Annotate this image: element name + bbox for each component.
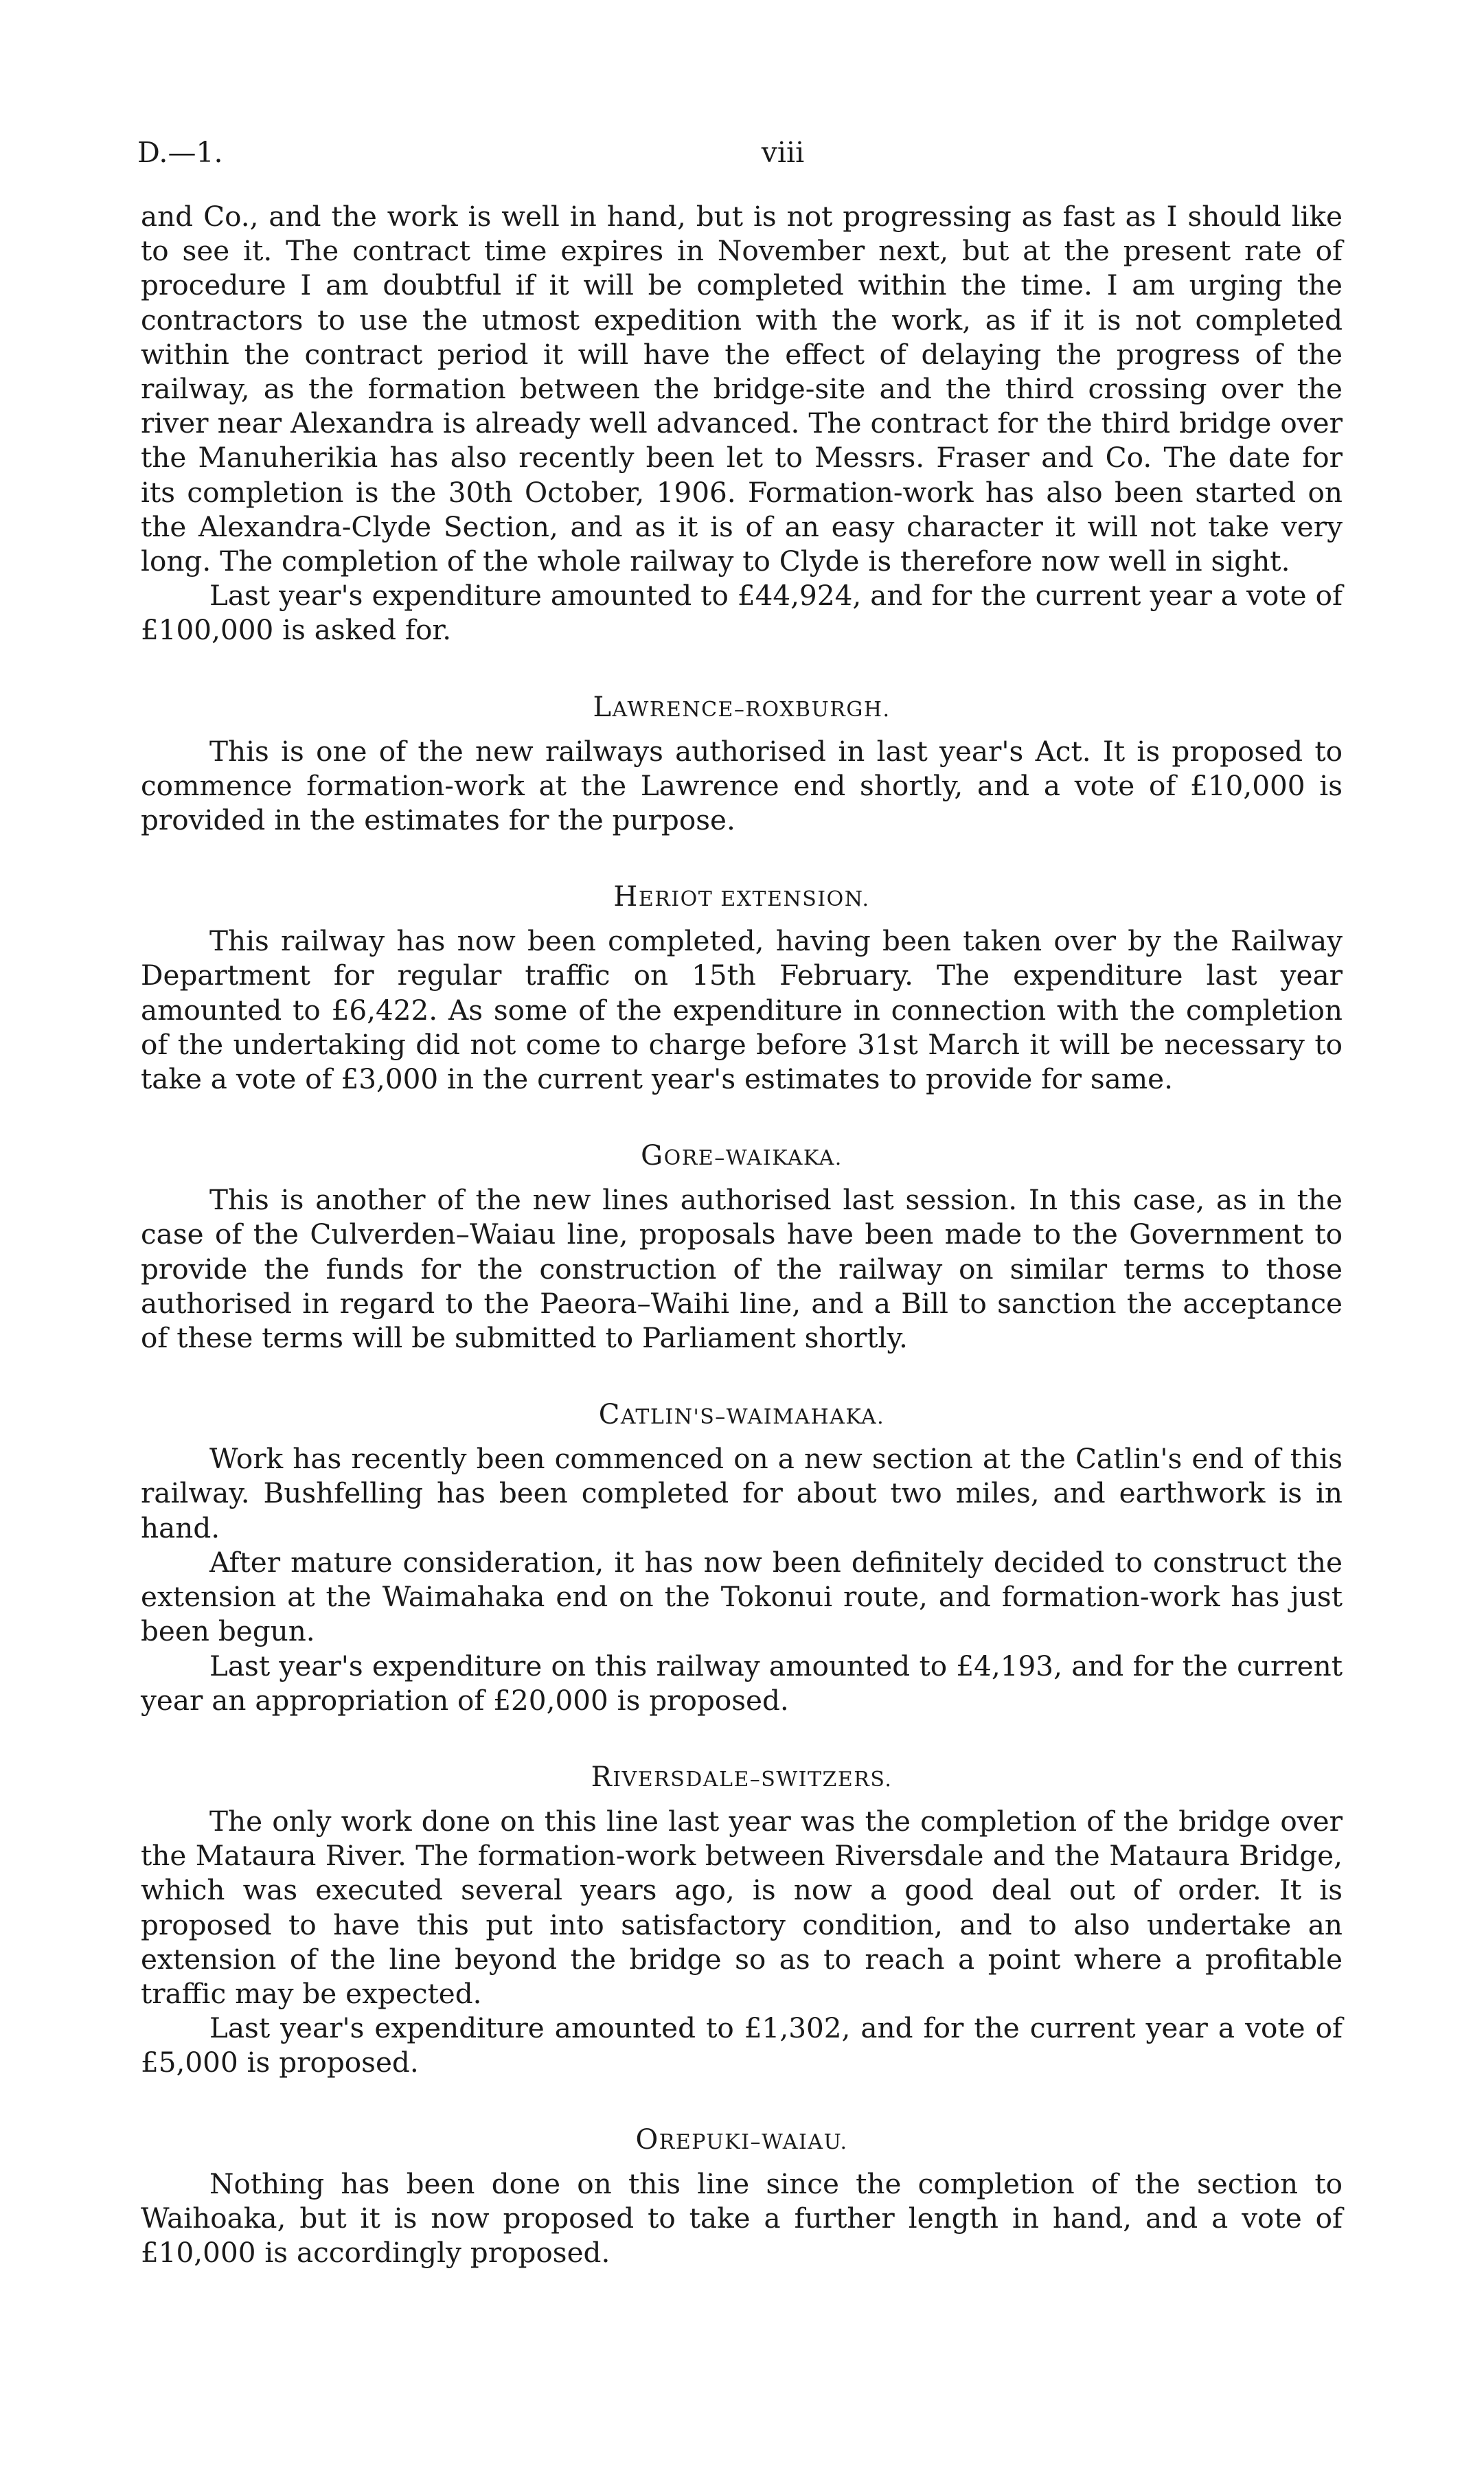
paragraph: Nothing has been done on this line since the completion of the section to Waihoaka, but it is now proposed to take a further length in hand, and a vote of £10,000 is accordingly proposed. <box>141 2167 1343 2269</box>
section-heading: OREPUKI–WAIAU. <box>635 2123 848 2156</box>
section-heading: LAWRENCE–ROXBURGH. <box>593 691 891 723</box>
section-heading: CATLIN'S–WAIMAHAKA. <box>598 1399 885 1431</box>
section-heading: GORE–WAIKAKA. <box>641 1140 843 1172</box>
section-heading: HERIOT EXTENSION. <box>613 881 870 913</box>
paragraph: Last year's expenditure amounted to £1,302, and for the current year a vote of £5,000 is proposed. <box>141 2011 1343 2079</box>
page-header <box>137 132 1346 173</box>
paragraph: Work has recently been commenced on a new section at the Catlin's end of this railway. Bushfelling has been completed for about two miles, and earthwork is in hand. <box>141 1442 1343 1544</box>
paragraph: This is one of the new railways authorised in last year's Act. It is proposed to commence formation-work at the Lawrence end shortly, and a vote of £10,000 is provided in the estimates for the purpose. <box>141 734 1343 837</box>
section-heading: RIVERSDALE–SWITZERS. <box>591 1761 893 1793</box>
paragraph: This railway has now been completed, having been taken over by the Railway Department for regular traffic on 15th February. The expenditure last year amounted to £6,422. As some of the expenditure in connection with the completion of the undertaking did not come to charge before 31st March it will be necessary to take a vote of £3,000 in the current year's estimates to provide for same. <box>141 924 1343 1096</box>
paragraph: Last year's expenditure amounted to £44,924, and for the current year a vote of £100,000 is asked for. <box>141 579 1343 647</box>
document-reference: D.—1. <box>137 136 223 169</box>
paragraph: This is another of the new lines authorised last session. In this case, as in the case of the Culverden–Waiau line, proposals have been made to the Government to provide the funds for the construction of the railway on similar terms to those authorised in regard to the Paeora–Waihi line, and a Bill to sanction the acceptance of these terms will be submitted to Parliament shortly. <box>141 1183 1343 1355</box>
paragraph: and Co., and the work is well in hand, but is not progressing as fast as I should like to see it. The contract time expires in November next, but at the present rate of procedure I am doubtful if it will be completed within the time. I am urging the contractors to use the utmost expedition with the work, as if it is not completed within the contract period it will have the effect of delaying the progress of the railway, as the formation between the bridge-site and the third crossing over the river near Alexandra is already well advanced. The contract for the third bridge over the Manuherikia has also recently been let to Messrs. Fraser and Co. The date for its completion is the 30th October, 1906. Formation-work has also been started on the Alexandra-Clyde Section, and as it is of an easy character it will not take very long. The completion of the whole railway to Clyde is therefore now well in sight. <box>141 200 1343 578</box>
document-body <box>141 199 1343 2270</box>
paragraph: After mature consideration, it has now been definitely decided to construct the extension at the Waimahaka end on the Tokonui route, and formation-work has just been begun. <box>141 1545 1343 1648</box>
paragraph: The only work done on this line last year was the completion of the bridge over the Mataura River. The formation-work between Riversdale and the Mataura Bridge, which was executed several years ago, is now a good deal out of order. It is proposed to have this put into satisfactory condition, and to also undertake an extension of the line beyond the bridge so as to reach a point where a profitable traffic may be expected. <box>141 1804 1343 2010</box>
page-number: viii <box>761 136 805 169</box>
paragraph: Last year's expenditure on this railway amounted to £4,193, and for the current year an appropriation of £20,000 is proposed. <box>141 1649 1343 1717</box>
